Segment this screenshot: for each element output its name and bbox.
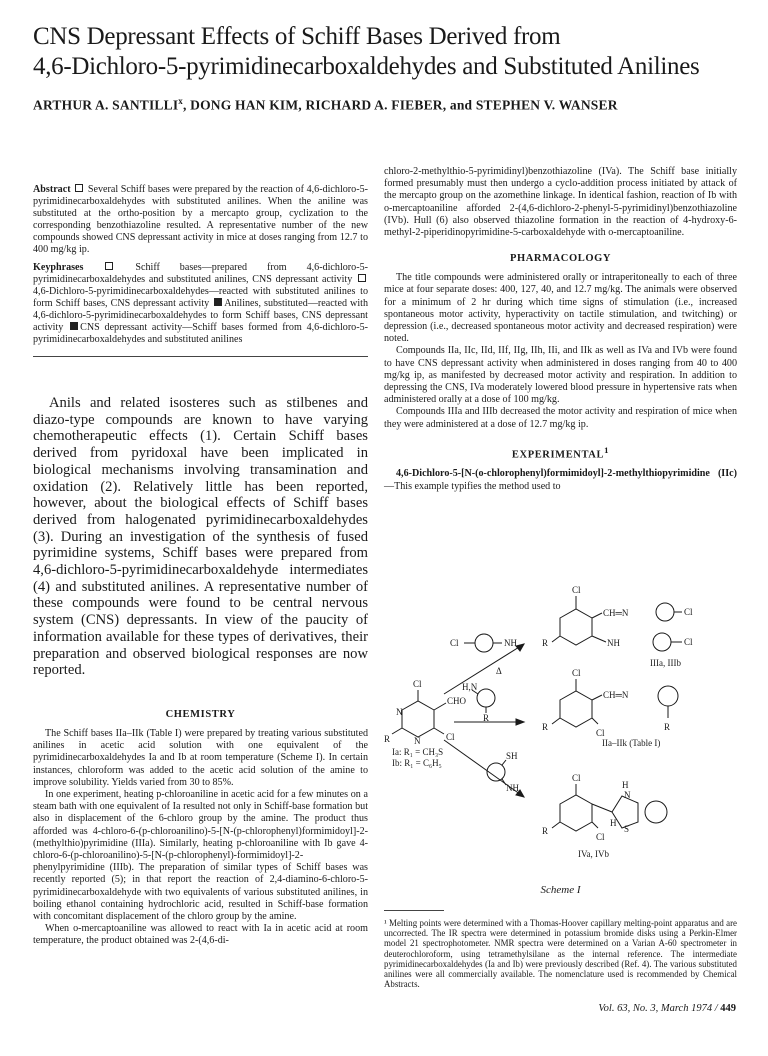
- pyrimidine-ring: [560, 691, 592, 727]
- chem-label: Cl: [596, 728, 605, 738]
- abstract-text: Several Schiff bases were prepared by the reaction of 4,6-dichloro-5-pyrimidinecarboxaldehydes with substituted anilines. When the aniline was substituted at the ortho-position by a mercapto group, cyclization to the corresponding benzothiazoline resulted. A representative number of the new compounds showed CNS depressant activity in mice at doses ranging from 12.7 to 400 mg/kg ip.: [33, 184, 368, 255]
- page-footer: [598, 1003, 736, 1014]
- right-column: [384, 166, 737, 493]
- chem-label: Cl: [446, 732, 455, 742]
- scheme-figure: [384, 582, 737, 882]
- chem-label: SH: [506, 751, 518, 761]
- continued-paragraph: chloro-2-methylthio-5-pyrimidinyl)benzothiazoline (IVa). The Schiff base initially formed presumably must then undergo a cyclo-addition process initiated by attack of the mercapto group on the azomethine linkage. In identical fashion, reaction of Ib with o-mercaptoaniline afforded 2-(4,6-dichloro-2-phenyl-5-pyrimidinyl)benzothiazoline (IVb). Hull (6) also observed thiazoline formation in the reaction of 4-hydroxy-6-methyl-2-piperidinopyrimidine-5-carboxaldehyde with o-mercaptoaniline.: [384, 166, 737, 239]
- chem-label: Cl: [572, 773, 581, 783]
- chem-label: NH: [506, 783, 519, 793]
- bullet-box-icon: [70, 322, 78, 330]
- chem-label: S: [624, 824, 630, 834]
- benzene-ring: [475, 634, 493, 652]
- experimental-heading-text: EXPERIMENTAL: [511, 449, 605, 461]
- introduction: [33, 395, 368, 679]
- bullet-box-icon: [358, 274, 366, 282]
- keyphrase-item: Anilines, substituted—reacted with 4,6-dichloro-5-pyrimidinecarboxaldehydes to form Schiff bases, CNS depressant activity: [33, 298, 368, 333]
- corresponding-mark: x: [178, 96, 183, 106]
- abstract-divider: [33, 356, 368, 357]
- pyrimidine-ring: [402, 701, 434, 737]
- abstract-label: Abstract: [33, 184, 71, 195]
- journal-citation: Vol. 63, No. 3, March 1974 /: [598, 1003, 718, 1014]
- chem-label: N: [396, 707, 403, 717]
- chem-label: H: [622, 780, 629, 790]
- chem-label: CHO: [447, 696, 467, 706]
- chem-label: R: [542, 826, 549, 836]
- chem-label: Cl: [596, 832, 605, 842]
- other-authors: , DONG HAN KIM, RICHARD A. FIEBER, and STEPHEN V. WANSER: [183, 97, 618, 113]
- footnote: ¹ Melting points were determined with a Thomas-Hoover capillary melting-point apparatus and are uncorrected. The IR spectra were determined in potassium bromide disks using a Perkin-Elmer model 21 spectrophotometer. NMR spectra were determined on a Varian A-60 spectrometer in deuterochloroform, using tetramethylsilane as the internal reference. The intermediate pyrimidinecarboxaldehydes (Ia and Ib) were previously described (Ref. 4). The various substituted anilines were all commercially available. The nomenclature used is recommended by Chemical Abstracts.: [384, 918, 737, 990]
- chemistry-paragraph-1: The Schiff bases IIa–IIk (Table I) were prepared by treating various substituted anilines in acetic acid solution with one equivalent of the pyrimidinecarboxaldehydes Ia and Ib at room temperature (Scheme I). In certain instances, chloroform was added to the acetic acid solution of the amine to improve solubility. Yields varied from 30 to 85%.: [33, 727, 368, 788]
- chem-label: R: [542, 722, 549, 732]
- chem-label: Cl: [684, 607, 693, 617]
- page-number: 449: [720, 1003, 736, 1014]
- intro-paragraph: Anils and related isosteres such as stilbenes and diazo-type compounds are known to have varying chemotherapeutic effects (1). Certain Schiff bases derived from pyridoxal have been implicated in biological mechanisms involving transamination and oxidation (2). Relatively little has been reported, however, about the biological effects of Schiff bases derived from halogenated pyrimidinecarboxaldehydes (3). During an investigation of the synthesis of fused pyrimidine systems, Schiff bases were prepared from 4,6-dichloro-5-pyrimidinecarboxaldehyde intermediates (4) and substituted anilines. A representative number of these compounds were found to be central nervous system (CNS) depressants. In view of the paucity of information available for these types of derivatives, their preparation and observed biological responses are now reported.: [33, 395, 368, 679]
- author-list: [33, 96, 733, 114]
- chem-label: N: [414, 736, 421, 746]
- benzene-ring: [658, 686, 678, 706]
- chem-label: Cl: [572, 668, 581, 678]
- chemistry-paragraph-3: When o-mercaptoaniline was allowed to react with Ia in acetic acid at room temperature, the product obtained was 2-(4,6-di-: [33, 923, 368, 947]
- title-line-2: 4,6-Dichloro-5-pyrimidinecarboxaldehydes and Substituted Anilines: [33, 53, 700, 80]
- intermediate-label: Ia: R₁ = CH₃S: [392, 747, 444, 757]
- pharmacology-heading: PHARMACOLOGY: [509, 253, 612, 265]
- chem-label: R: [483, 713, 490, 723]
- first-author: ARTHUR A. SANTILLI: [33, 97, 179, 113]
- chem-label: R: [384, 734, 391, 744]
- scheme-caption: Scheme I: [540, 884, 581, 896]
- benzene-ring: [477, 689, 495, 707]
- experimental-note-mark: 1: [604, 444, 610, 455]
- keyphrases-label: Keyphrases: [33, 262, 84, 273]
- abstract-block: [33, 184, 368, 346]
- chem-label: Δ: [496, 666, 502, 676]
- pyrimidine-ring: [560, 609, 592, 645]
- chem-label: R: [542, 638, 549, 648]
- chem-label: NH: [607, 638, 620, 648]
- compound-title: 4,6-Dichloro-5-[N-(o-chlorophenyl)formimidoyl]-2-methylthiopyrimidine (IIc): [396, 468, 737, 480]
- reaction-scheme-diagram: [384, 582, 737, 882]
- experimental-section: [384, 468, 737, 492]
- bullet-box-icon: [105, 262, 113, 270]
- chem-label: Cl: [684, 637, 693, 647]
- chem-label: H: [610, 818, 617, 828]
- bullet-box-icon: [214, 298, 222, 306]
- chem-label: NH: [504, 638, 517, 648]
- chem-label: Cl: [450, 638, 459, 648]
- title-line-1: CNS Depressant Effects of Schiff Bases Derived from: [33, 23, 561, 50]
- benzene-ring: [653, 633, 671, 651]
- chem-label: CH═N: [603, 608, 629, 618]
- bullet-box-icon: [75, 184, 83, 192]
- keyphrase-item: Schiff bases—prepared from 4,6-dichloro-5-pyrimidinecarboxaldehydes and substituted anilines, CNS depressant activity: [33, 262, 368, 285]
- chem-label: Cl: [413, 679, 422, 689]
- pyrimidine-ring: [560, 795, 592, 831]
- benzene-ring: [645, 801, 667, 823]
- pharmacology-section: [384, 272, 737, 431]
- experimental-text: —This example typifies the method used to: [384, 480, 561, 492]
- chem-label: N: [624, 790, 631, 800]
- pharmacology-paragraph-3: Compounds IIIa and IIIb decreased the motor activity and respiration of mice when they were administered at a dose of 12.7 mg/kg ip.: [384, 406, 737, 430]
- product-label: IVa, IVb: [578, 849, 609, 859]
- product-label: IIIa, IIIb: [650, 658, 681, 668]
- benzene-ring: [656, 603, 674, 621]
- chemistry-section: [33, 728, 368, 948]
- keyphrase-item: 4,6-Dichloro-5-pyrimidinecarboxaldehydes—reacted with substituted anilines to form Schiff bases, CNS depressant activity: [33, 286, 368, 309]
- pharmacology-paragraph-1: The title compounds were administered orally or intraperitoneally to each of three mice at four separate doses: 400, 127, 40, and 12.7 mg/kg. The animals were observed for a minimum of 2 hr during which time signs of stimulation (i.e., increased spontaneous motor activity, hyperactivity on tactile stimulation, and twitching) or depression (i.e., decreased spontaneous motor activity and decreased respiration) were noted.: [384, 272, 737, 345]
- experimental-heading: [384, 445, 737, 461]
- chem-label: R: [664, 722, 671, 732]
- chem-label: H,N: [462, 682, 478, 692]
- keyphrase-item: CNS depressant activity—Schiff bases formed from 4,6-dichloro-5-pyrimidinecarboxaldehydes and substituted anilines: [33, 322, 369, 345]
- footnote-divider: [384, 910, 444, 911]
- product-label: IIa–IIk (Table I): [602, 738, 661, 748]
- intermediate-label: Ib: R₁ = C₆H₅: [392, 758, 442, 768]
- chemistry-paragraph-2: In one experiment, heating p-chloroaniline in acetic acid for a few minutes on a steam bath with one equivalent of Ia resulted not only in Schiff-base formation but also in displacement of the 6-chloro group by the amine. The product thus afforded was 4-chloro-6-(p-chloroanilino)-5-[N-(p-chlorophenyl)formimidoyl]-2-(methylthio)pyrimidine (IIIa). Similarly, heating p-chloroaniline with Ib gave 4-chloro-6-(p-chloroanilino)-5-[N-(p-chlorophenyl)-formimidoyl]-2-phenylpyrimidine (IIIb). The preparation of similar types of Schiff bases was recently reported (5); in that report the reaction of 2,4-diamino-6-chloro-5-pyrimidinecarboxaldehyde with two equivalents of various substituted anilines, in boiling ethanol containing hydrochloric acid, resulted in Schiff-base formation with concomitant displacement of the chloro group by the amine.: [33, 788, 368, 922]
- chemistry-heading: CHEMISTRY: [165, 708, 236, 720]
- left-column: [33, 184, 368, 948]
- chem-label: CH═N: [603, 690, 629, 700]
- chem-label: Cl: [572, 585, 581, 595]
- article-title: [33, 22, 733, 82]
- pharmacology-paragraph-2: Compounds IIa, IIc, IId, IIf, IIg, IIh, IIi, and IIk as well as IVa and IVb were found to have CNS depressant activity when administered in doses ranging from 40 to 400 mg/kg ip, as manifested by decreased motor activity and respiration. In addition to depressing the CNS, IVa moderately lowered blood pressure in hypertensive rats when administered orally at a dose of 100 mg/kg.: [384, 345, 737, 406]
- chemistry-continued: [384, 166, 737, 239]
